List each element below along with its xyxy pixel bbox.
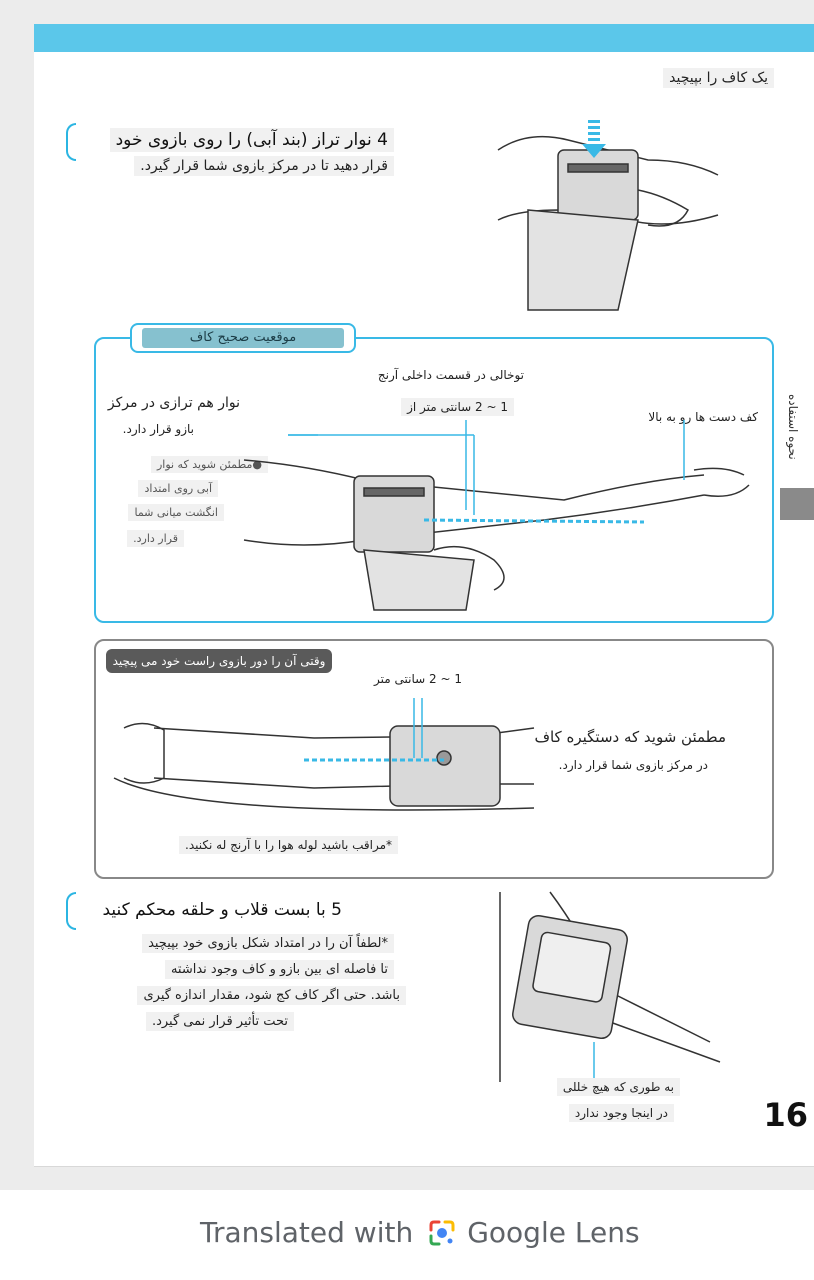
correct-position-label — [130, 323, 356, 353]
band-title: نوار هم ترازی در مرکز — [107, 395, 240, 411]
wrapped-arm-illustration — [114, 688, 534, 818]
wrap-distance-label: 1 ~ 2 سانتی متر — [374, 672, 462, 686]
step5-title: 5 با بست قلاب و حلقه محکم کنید — [102, 900, 342, 920]
note-line-1: ●مطمئن شوید که نوار — [151, 456, 268, 473]
step5-bracket — [66, 892, 76, 930]
footer-content — [200, 1216, 640, 1249]
step5-line-1: *لطفاً آن را در امتداد شکل بازوی خود بپیچید — [142, 934, 394, 953]
step4-title: 4 نوار تراز (بند آبی) را روی بازوی خود — [110, 128, 394, 152]
tube-warning: *مراقب باشید لوله هوا را با آرنج له نکنید. — [179, 836, 398, 854]
top-accent-bar — [34, 24, 814, 52]
side-tab-label: نحوه استفاده — [786, 394, 800, 460]
translated-with-text: Translated with — [200, 1216, 414, 1249]
gap-note-2: در اینجا وجود ندارد — [569, 1104, 674, 1122]
page-number: 16 — [763, 1096, 808, 1134]
section-title: یک کاف را بپیچید — [663, 68, 774, 88]
elbow-note: توخالی در قسمت داخلی آرنج — [377, 368, 524, 382]
side-tab-marker — [780, 488, 814, 520]
distance-label: 1 ~ 2 سانتی متر از — [401, 398, 514, 416]
google-lens-brand: Google Lens — [467, 1216, 640, 1249]
gap-note-1: به طوری که هیچ خللی — [557, 1078, 680, 1096]
manual-page — [34, 24, 814, 1167]
arm-cuff-illustration — [488, 120, 728, 320]
correct-position-label-text: موقعیت صحیح کاف — [142, 328, 344, 348]
note-line-2: آبی روی امتداد — [138, 480, 218, 497]
extended-arm-illustration — [244, 410, 754, 610]
handle-title: مطمئن شوید که دستگیره کاف — [534, 728, 726, 746]
wrap-box-label: وقتی آن را دور بازوی راست خود می پیچید ... — [106, 649, 332, 673]
palm-up-label: کف دست ها رو به بالا — [648, 410, 758, 424]
handle-body: در مرکز بازوی شما قرار دارد. — [558, 758, 708, 772]
band-title-2: بازو قرار دارد. — [122, 422, 194, 436]
step4-bracket — [66, 123, 76, 161]
google-lens-icon — [427, 1218, 457, 1248]
secured-cuff-illustration — [490, 892, 730, 1082]
step5-line-3: باشد. حتی اگر کاف کج شود، مقدار اندازه گیری — [137, 986, 406, 1005]
step4-body: قرار دهید تا در مرکز بازوی شما قرار گیرد. — [134, 156, 394, 176]
translation-footer — [0, 1190, 814, 1280]
step5-line-2: تا فاصله ای بین بازو و کاف وجود نداشته — [165, 960, 394, 979]
note-line-3: انگشت میانی شما — [128, 504, 224, 521]
step5-line-4: تحت تأثیر قرار نمی گیرد. — [146, 1012, 294, 1031]
note-line-4: قرار دارد. — [127, 530, 184, 547]
